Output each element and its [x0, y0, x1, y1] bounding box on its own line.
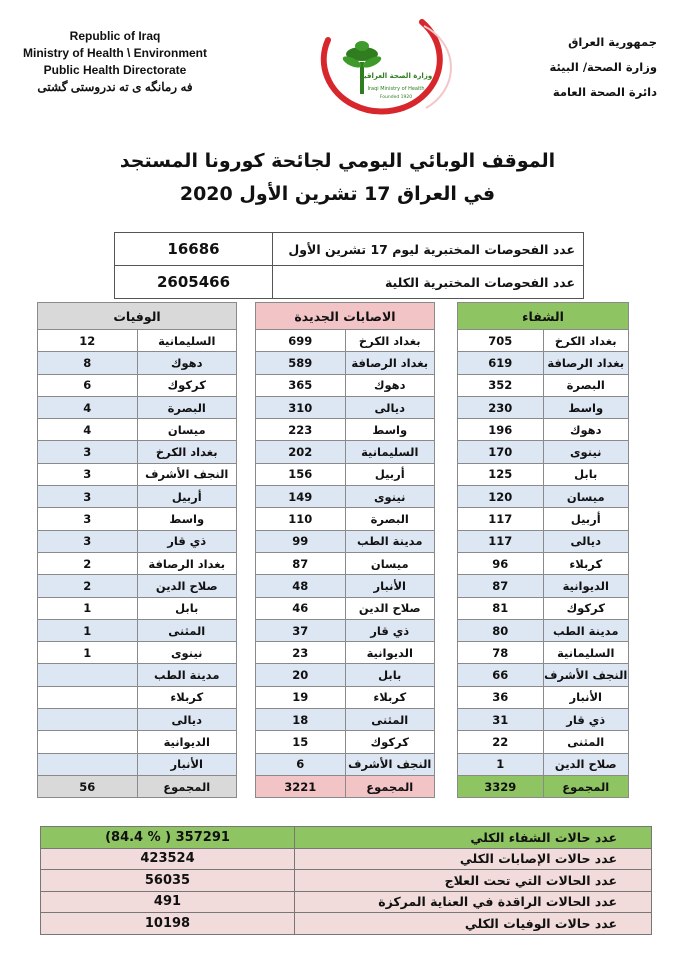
row-place: الأنبار	[543, 686, 629, 708]
table-row	[458, 575, 629, 597]
summary-value: 56035	[41, 870, 295, 892]
row-value: 1	[38, 619, 138, 641]
row-place: الديوانية	[137, 731, 237, 753]
table-row	[256, 530, 435, 552]
total-tests-row	[115, 266, 584, 299]
table-row	[458, 419, 629, 441]
table-row	[458, 463, 629, 485]
row-place: دهوك	[543, 419, 629, 441]
row-value: 18	[256, 709, 346, 731]
row-place: كركوك	[345, 731, 435, 753]
row-place: أربيل	[137, 486, 237, 508]
row-value: 202	[256, 441, 346, 463]
table-row	[256, 352, 435, 374]
row-place: بابل	[137, 597, 237, 619]
summary-value: (84.4 % ) 357291	[41, 827, 295, 849]
header-en-line2: Ministry of Health \ Environment	[22, 46, 208, 60]
row-value: 120	[458, 486, 544, 508]
row-place: كربلاء	[543, 552, 629, 574]
row-place: ذي قار	[137, 530, 237, 552]
row-value: 37	[256, 619, 346, 641]
table-row	[256, 642, 435, 664]
row-value: 48	[256, 575, 346, 597]
total-label: المجموع	[543, 775, 629, 797]
table-row	[38, 508, 237, 530]
header-english	[10, 28, 220, 96]
row-value: 352	[458, 374, 544, 396]
total-tests-label: عدد الفحوصات المختبرية الكلية	[273, 266, 584, 299]
row-place: كربلاء	[345, 686, 435, 708]
row-place: مدينة الطب	[543, 619, 629, 641]
row-place: المثنى	[137, 619, 237, 641]
table-row	[458, 508, 629, 530]
table-row	[38, 597, 237, 619]
table-row	[38, 463, 237, 485]
table-row	[256, 686, 435, 708]
row-value: 3	[38, 486, 138, 508]
report-title: الموقف الوبائي اليومي لجائحة كورونا المستجد	[119, 150, 556, 172]
row-value: 87	[256, 552, 346, 574]
row-value: 705	[458, 330, 544, 352]
row-value: 31	[458, 709, 544, 731]
row-place: المثنى	[543, 731, 629, 753]
table-row	[256, 441, 435, 463]
table-row	[458, 352, 629, 374]
row-value: 23	[256, 642, 346, 664]
row-place: دهوك	[137, 352, 237, 374]
header-arabic	[487, 30, 657, 105]
row-place: نينوى	[137, 642, 237, 664]
row-value: 12	[38, 330, 138, 352]
table-row	[38, 552, 237, 574]
table-row	[458, 552, 629, 574]
row-value: 1	[458, 753, 544, 775]
row-place: بغداد الكرخ	[345, 330, 435, 352]
row-value: 2	[38, 575, 138, 597]
table-row	[38, 753, 237, 775]
row-value: 8	[38, 352, 138, 374]
table-row	[38, 330, 237, 352]
row-value: 149	[256, 486, 346, 508]
row-value: 6	[38, 374, 138, 396]
row-place: الديوانية	[345, 642, 435, 664]
table-row	[38, 486, 237, 508]
table-row	[38, 664, 237, 686]
row-value: 87	[458, 575, 544, 597]
header-ar-line1: جمهورية العراق	[568, 35, 657, 49]
row-value: 3	[38, 508, 138, 530]
table-row	[458, 642, 629, 664]
row-place: نينوى	[543, 441, 629, 463]
table-row	[256, 486, 435, 508]
summary-label: عدد الحالات الراقدة في العناية المركزة	[295, 891, 652, 913]
row-place: الديوانية	[543, 575, 629, 597]
row-value: 589	[256, 352, 346, 374]
daily-tests-row	[115, 233, 584, 266]
row-place: كركوك	[543, 597, 629, 619]
summary-row	[41, 827, 652, 849]
table-row	[38, 530, 237, 552]
table-row	[458, 709, 629, 731]
table-row	[38, 709, 237, 731]
table-row	[256, 374, 435, 396]
row-value: 125	[458, 463, 544, 485]
ministry-logo	[304, 12, 464, 124]
row-value: 196	[458, 419, 544, 441]
summary-row	[41, 848, 652, 870]
daily-tests-value: 16686	[115, 233, 273, 266]
row-place: ميسان	[543, 486, 629, 508]
row-value	[38, 686, 138, 708]
deaths-table	[37, 302, 237, 798]
lab-tests-table	[114, 232, 584, 299]
table-row	[458, 530, 629, 552]
summary-row	[41, 870, 652, 892]
total-value: 3329	[458, 775, 544, 797]
row-place: بغداد الرصافة	[543, 352, 629, 374]
row-value: 15	[256, 731, 346, 753]
row-place: بغداد الكرخ	[137, 441, 237, 463]
row-place: أربيل	[543, 508, 629, 530]
row-value: 365	[256, 374, 346, 396]
row-value: 699	[256, 330, 346, 352]
summary-label: عدد الحالات التي تحت العلاج	[295, 870, 652, 892]
header-en-line3: Public Health Directorate	[43, 63, 187, 77]
summary-value: 423524	[41, 848, 295, 870]
table-row	[256, 731, 435, 753]
table-row	[458, 441, 629, 463]
table-row	[38, 642, 237, 664]
summary-table	[40, 826, 652, 935]
table-row	[458, 664, 629, 686]
row-value: 3	[38, 463, 138, 485]
summary-label: عدد حالات الشفاء الكلي	[295, 827, 652, 849]
new-cases-table	[255, 302, 435, 798]
row-value: 22	[458, 731, 544, 753]
row-value: 1	[38, 597, 138, 619]
row-value: 310	[256, 396, 346, 418]
row-value: 110	[256, 508, 346, 530]
row-place: بابل	[345, 664, 435, 686]
total-row	[458, 775, 629, 797]
row-place: السليمانية	[137, 330, 237, 352]
summary-value: 491	[41, 891, 295, 913]
table-row	[458, 330, 629, 352]
row-place: صلاح الدين	[137, 575, 237, 597]
table-row	[38, 374, 237, 396]
row-place: دهوك	[345, 374, 435, 396]
row-place: النجف الأشرف	[137, 463, 237, 485]
row-value: 170	[458, 441, 544, 463]
deaths-header: الوفيات	[38, 303, 237, 330]
summary-row	[41, 891, 652, 913]
row-place: ميسان	[137, 419, 237, 441]
total-value: 56	[38, 775, 138, 797]
row-value: 19	[256, 686, 346, 708]
row-place: كربلاء	[137, 686, 237, 708]
total-row	[38, 775, 237, 797]
row-place: واسط	[543, 396, 629, 418]
row-place: بغداد الكرخ	[543, 330, 629, 352]
table-row	[458, 486, 629, 508]
row-place: المثنى	[345, 709, 435, 731]
row-place: بغداد الرصافة	[345, 352, 435, 374]
row-place: بغداد الرصافة	[137, 552, 237, 574]
row-value: 2	[38, 552, 138, 574]
row-value	[38, 753, 138, 775]
recoveries-table	[457, 302, 629, 798]
row-value	[38, 664, 138, 686]
row-value: 223	[256, 419, 346, 441]
row-value	[38, 731, 138, 753]
table-row	[256, 463, 435, 485]
header-en-line1: Republic of Iraq	[69, 29, 161, 43]
table-row	[38, 686, 237, 708]
table-row	[38, 731, 237, 753]
row-place: واسط	[137, 508, 237, 530]
table-row	[256, 552, 435, 574]
row-value: 619	[458, 352, 544, 374]
table-row	[256, 575, 435, 597]
row-value: 3	[38, 530, 138, 552]
row-place: صلاح الدين	[543, 753, 629, 775]
row-place: النجف الأشرف	[345, 753, 435, 775]
row-value: 3	[38, 441, 138, 463]
row-place: ديالى	[543, 530, 629, 552]
svg-text:وزارة الصحة العراقية: وزارة الصحة العراقية	[359, 72, 433, 80]
row-place: ديالى	[137, 709, 237, 731]
row-place: كركوك	[137, 374, 237, 396]
table-row	[38, 619, 237, 641]
row-value: 117	[458, 508, 544, 530]
row-value: 80	[458, 619, 544, 641]
summary-row	[41, 913, 652, 935]
table-row	[38, 419, 237, 441]
daily-tests-label: عدد الفحوصات المختبرية ليوم 17 تشرين الأول	[273, 233, 584, 266]
header-ar-line3: دائرة الصحة العامة	[552, 85, 657, 99]
row-value: 78	[458, 642, 544, 664]
row-place: النجف الأشرف	[543, 664, 629, 686]
table-row	[256, 396, 435, 418]
row-value: 230	[458, 396, 544, 418]
table-row	[458, 753, 629, 775]
new-cases-header: الاصابات الجديدة	[256, 303, 435, 330]
table-row	[256, 664, 435, 686]
header-kurdish-line: فه رمانگه ى ته ندروستى گشتى	[37, 80, 193, 94]
header-ar-line2: وزارة الصحة/ البيئة	[549, 60, 657, 74]
svg-text:Iraqi Ministry of Health: Iraqi Ministry of Health	[367, 86, 425, 92]
row-place: واسط	[345, 419, 435, 441]
row-value: 96	[458, 552, 544, 574]
row-value: 99	[256, 530, 346, 552]
table-row	[256, 330, 435, 352]
table-row	[256, 709, 435, 731]
row-value: 156	[256, 463, 346, 485]
total-row	[256, 775, 435, 797]
row-place: نينوى	[345, 486, 435, 508]
svg-text:Founded 1920: Founded 1920	[379, 95, 413, 100]
row-value: 81	[458, 597, 544, 619]
row-place: ذي قار	[543, 709, 629, 731]
row-place: السليمانية	[345, 441, 435, 463]
row-place: السليمانية	[543, 642, 629, 664]
row-value: 66	[458, 664, 544, 686]
summary-label: عدد حالات الوفيات الكلي	[295, 913, 652, 935]
table-row	[458, 396, 629, 418]
table-row	[256, 419, 435, 441]
table-row	[458, 597, 629, 619]
row-place: ذي قار	[345, 619, 435, 641]
row-value: 117	[458, 530, 544, 552]
total-tests-value: 2605466	[115, 266, 273, 299]
total-value: 3221	[256, 775, 346, 797]
table-row	[38, 575, 237, 597]
row-place: مدينة الطب	[345, 530, 435, 552]
row-value: 6	[256, 753, 346, 775]
summary-label: عدد حالات الإصابات الكلي	[295, 848, 652, 870]
table-row	[458, 686, 629, 708]
row-value: 4	[38, 396, 138, 418]
total-label: المجموع	[137, 775, 237, 797]
report-date-line: في العراق 17 تشرين الأول 2020	[179, 183, 496, 205]
row-place: ديالى	[345, 396, 435, 418]
table-row	[458, 619, 629, 641]
table-row	[256, 753, 435, 775]
row-value: 36	[458, 686, 544, 708]
row-place: الأنبار	[137, 753, 237, 775]
recoveries-header: الشفاء	[458, 303, 629, 330]
table-row	[38, 441, 237, 463]
row-place: البصرة	[345, 508, 435, 530]
row-value	[38, 709, 138, 731]
table-row	[256, 619, 435, 641]
row-value: 20	[256, 664, 346, 686]
table-row	[256, 597, 435, 619]
table-row	[256, 508, 435, 530]
table-row	[38, 352, 237, 374]
summary-value: 10198	[41, 913, 295, 935]
row-place: بابل	[543, 463, 629, 485]
table-row	[458, 731, 629, 753]
row-place: أربيل	[345, 463, 435, 485]
row-value: 4	[38, 419, 138, 441]
total-label: المجموع	[345, 775, 435, 797]
row-place: مدينة الطب	[137, 664, 237, 686]
row-place: البصرة	[543, 374, 629, 396]
row-place: الأنبار	[345, 575, 435, 597]
table-row	[38, 396, 237, 418]
row-value: 46	[256, 597, 346, 619]
table-row	[458, 374, 629, 396]
row-place: ميسان	[345, 552, 435, 574]
row-place: البصرة	[137, 396, 237, 418]
row-place: صلاح الدين	[345, 597, 435, 619]
row-value: 1	[38, 642, 138, 664]
